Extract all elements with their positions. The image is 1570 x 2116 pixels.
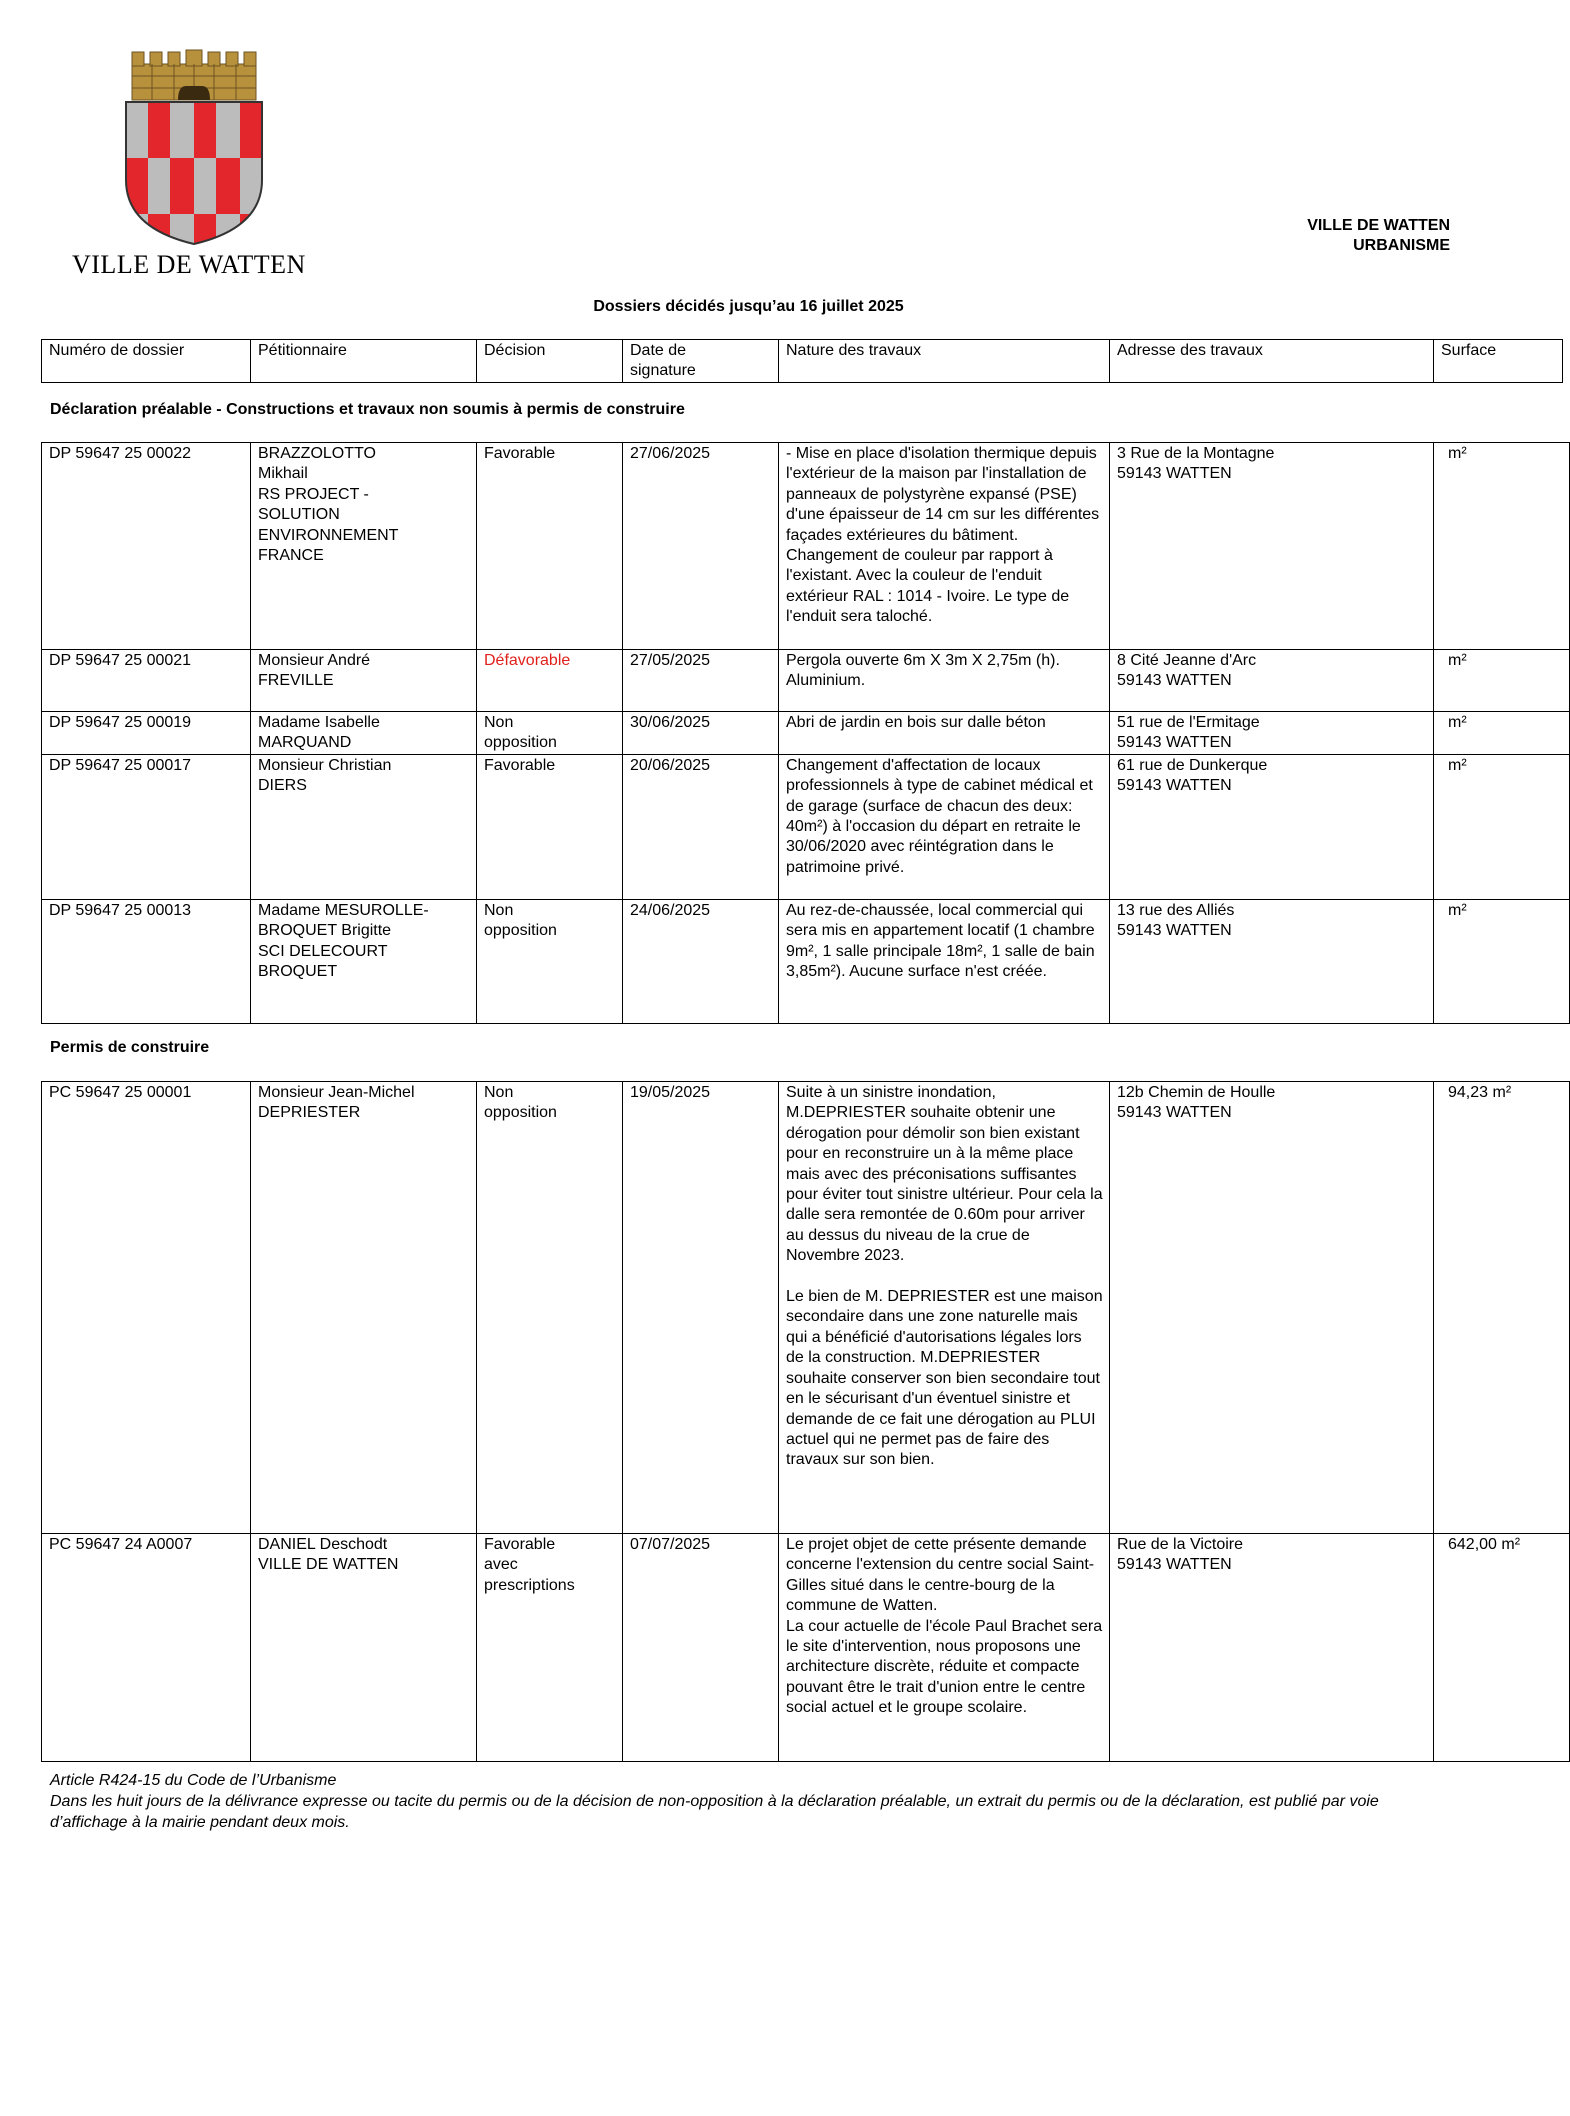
department-name: URBANISME: [1353, 237, 1450, 254]
legal-footer: [50, 1770, 1450, 1833]
issuer-block: [1100, 216, 1450, 256]
cell-date: 27/06/2025: [623, 443, 779, 650]
cell-decision: Favorable: [477, 443, 623, 650]
cell-number: DP 59647 25 00017: [42, 754, 251, 899]
city-logo: [72, 50, 322, 285]
section-title-pc: Permis de construire: [50, 1039, 210, 1056]
header-cell-applicant: Pétitionnaire: [251, 340, 477, 383]
cell-works: - Mise en place d'isolation thermique depuis l'extérieur de la maison par l'installation de panneaux de polystyrène expansé (PSE) d'une épaisseur de 14 cm sur les différentes façades extérieures du bâtiment. Changement de couleur par rapport à l'existant. Avec la couleur de l'enduit extérieur RAL : 1014 - Ivoire. Le type de l'enduit sera taloché.: [779, 443, 1110, 650]
cell-date: 19/05/2025: [623, 1082, 779, 1534]
cell-applicant: Monsieur André FREVILLE: [251, 650, 477, 712]
header-cell-works: Nature des travaux: [779, 340, 1110, 383]
cell-address: 8 Cité Jeanne d'Arc 59143 WATTEN: [1110, 650, 1434, 712]
page-title: Dossiers décidés jusqu’au 16 juillet 2025: [593, 298, 904, 315]
cell-date: 24/06/2025: [623, 899, 779, 1023]
cell-address: 13 rue des Alliés 59143 WATTEN: [1110, 899, 1434, 1023]
cell-date: 27/05/2025: [623, 650, 779, 712]
header-cell-decision: Décision: [477, 340, 623, 383]
cell-address: 61 rue de Dunkerque 59143 WATTEN: [1110, 754, 1434, 899]
cell-surface: m²: [1434, 899, 1570, 1023]
cell-works: Pergola ouverte 6m X 3m X 2,75m (h). Aluminium.: [779, 650, 1110, 712]
cell-applicant: Madame MESUROLLE- BROQUET Brigitte SCI DELECOURT BROQUET: [251, 899, 477, 1023]
cell-decision: Non opposition: [477, 712, 623, 755]
logo-caption: VILLE DE WATTEN: [72, 250, 306, 279]
cell-surface: m²: [1434, 712, 1570, 755]
header-cell-address: Adresse des travaux: [1110, 340, 1434, 383]
cell-date: 07/07/2025: [623, 1534, 779, 1762]
cell-number: DP 59647 25 00022: [42, 443, 251, 650]
cell-surface: 94,23 m²: [1434, 1082, 1570, 1534]
cell-surface: m²: [1434, 754, 1570, 899]
cell-address: 12b Chemin de Houlle 59143 WATTEN: [1110, 1082, 1434, 1534]
cell-decision: Favorable: [477, 754, 623, 899]
cell-decision: Non opposition: [477, 1082, 623, 1534]
table-row: [42, 1082, 1570, 1534]
cell-number: DP 59647 25 00021: [42, 650, 251, 712]
cell-surface: 642,00 m²: [1434, 1534, 1570, 1762]
pc-table: [41, 1081, 1570, 1762]
table-row: [42, 754, 1570, 899]
cell-address: Rue de la Victoire 59143 WATTEN: [1110, 1534, 1434, 1762]
cell-applicant: Madame Isabelle MARQUAND: [251, 712, 477, 755]
header-cell-number: Numéro de dossier: [42, 340, 251, 383]
header-cell-surface: Surface: [1434, 340, 1563, 383]
coat-of-arms-icon: [124, 50, 264, 245]
table-row: [42, 1534, 1570, 1762]
table-row: [42, 712, 1570, 755]
cell-date: 20/06/2025: [623, 754, 779, 899]
cell-date: 30/06/2025: [623, 712, 779, 755]
cell-number: PC 59647 24 A0007: [42, 1534, 251, 1762]
dp-table: [41, 442, 1570, 1024]
org-name: VILLE DE WATTEN: [1307, 217, 1450, 234]
table-row: [42, 650, 1570, 712]
cell-number: PC 59647 25 00001: [42, 1082, 251, 1534]
cell-applicant: Monsieur Jean-Michel DEPRIESTER: [251, 1082, 477, 1534]
cell-applicant: DANIEL Deschodt VILLE DE WATTEN: [251, 1534, 477, 1762]
cell-number: DP 59647 25 00013: [42, 899, 251, 1023]
cell-decision: Favorable avec prescriptions: [477, 1534, 623, 1762]
cell-surface: m²: [1434, 443, 1570, 650]
footer-article: Article R424-15 du Code de l’Urbanisme: [50, 1772, 337, 1789]
cell-works: Au rez-de-chaussée, local commercial qui sera mis en appartement locatif (1 chambre 9m², 1 salle principale 18m², 1 salle de bain 3,85m²). Aucune surface n'est créée.: [779, 899, 1110, 1023]
cell-surface: m²: [1434, 650, 1570, 712]
cell-works: Changement d'affectation de locaux professionnels à type de cabinet médical et de garage (surface de chacun des deux: 40m²) à l'occasion du départ en retraite le 30/06/2020 avec réintégration dans le patrimoine privé.: [779, 754, 1110, 899]
cell-works: Abri de jardin en bois sur dalle béton: [779, 712, 1110, 755]
footer-text: Dans les huit jours de la délivrance expresse ou tacite du permis ou de la décision de non-opposition à la déclaration préalable, un extrait du permis ou de la déclaration, est publié par voie d’affichage à la mairie pendant deux mois.: [50, 1793, 1379, 1831]
cell-works: Le projet objet de cette présente demande concerne l'extension du centre social Saint-Gilles situé dans le centre-bourg de la commune de Watten. La cour actuelle de l'école Paul Brachet sera le site d'intervention, nous proposons une architecture discrète, réduite et compacte pouvant être le trait d'union entre le centre social actuel et le groupe scolaire.: [779, 1534, 1110, 1762]
section-title-dp: Déclaration préalable - Constructions et travaux non soumis à permis de construire: [50, 401, 685, 418]
column-header-table: [41, 339, 1563, 383]
cell-works: Suite à un sinistre inondation, M.DEPRIESTER souhaite obtenir une dérogation pour démolir son bien existant pour en reconstruire un à la même place mais avec des préconisations suffisantes pour éviter tout sinistre ultérieur. Pour cela la dalle sera remontée de 0.60m pour arriver au dessus du niveau de la crue de Novembre 2023. Le bien de M. DEPRIESTER est une maison secondaire dans une zone naturelle mais qui a bénéficié d'autorisations légales lors de la construction. M.DEPRIESTER souhaite conserver son bien secondaire tout en le sécurisant d'un éventuel sinistre et demande de ce fait une dérogation au PLUI actuel qui ne permet pas de faire des travaux sur son bien.: [779, 1082, 1110, 1534]
table-row: [42, 899, 1570, 1023]
cell-number: DP 59647 25 00019: [42, 712, 251, 755]
table-row: [42, 443, 1570, 650]
cell-address: 51 rue de l'Ermitage 59143 WATTEN: [1110, 712, 1434, 755]
cell-decision: Non opposition: [477, 899, 623, 1023]
cell-applicant: BRAZZOLOTTO Mikhail RS PROJECT - SOLUTION ENVIRONNEMENT FRANCE: [251, 443, 477, 650]
header-cell-date: Date de signature: [623, 340, 779, 383]
cell-applicant: Monsieur Christian DIERS: [251, 754, 477, 899]
cell-decision: Défavorable: [477, 650, 623, 712]
cell-address: 3 Rue de la Montagne 59143 WATTEN: [1110, 443, 1434, 650]
table-header-row: [42, 340, 1563, 383]
